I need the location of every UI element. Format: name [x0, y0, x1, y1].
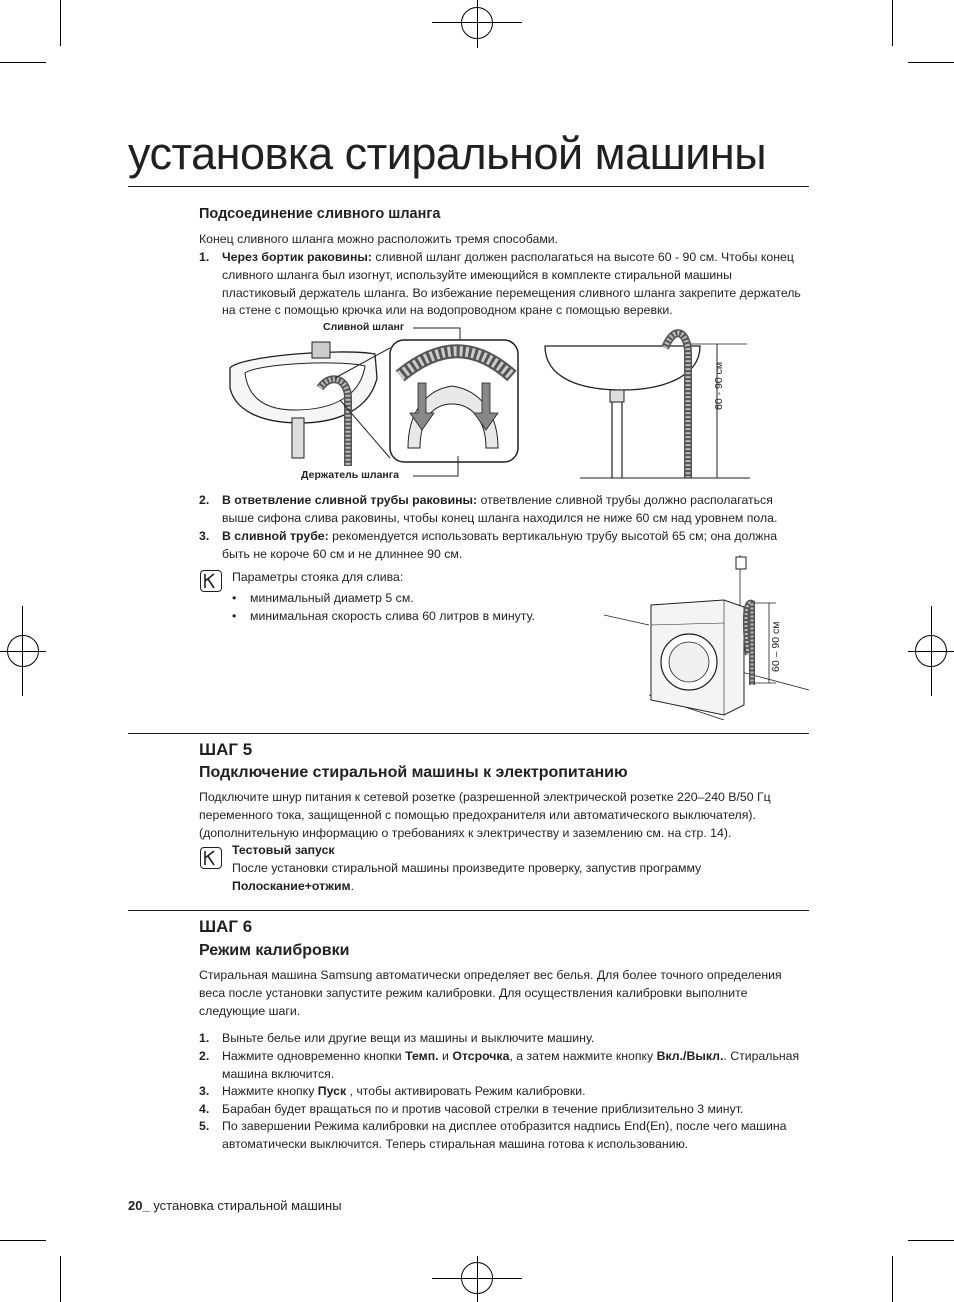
list-number: 3.: [199, 529, 210, 543]
registration-circle: [461, 7, 493, 39]
list-text: [222, 1101, 802, 1119]
list-text: [222, 249, 802, 320]
list-number: 5.: [199, 1119, 210, 1133]
list-number: 4.: [199, 1102, 210, 1116]
list-bold-term: Вкл./Выкл.: [656, 1049, 724, 1063]
list-text: [222, 1083, 802, 1101]
list-text: [222, 1048, 802, 1084]
page-title: установка стиральной машины: [128, 128, 767, 179]
drain-intro: Конец сливного шланга можно расположить тремя способами.: [199, 232, 559, 246]
list-lead: В сливной трубе:: [222, 529, 329, 543]
list-body: Выньте белье или другие вещи из машины и выключите машину.: [222, 1031, 595, 1045]
list-body: Нажмите кнопку: [222, 1084, 318, 1098]
list-lead: В ответвление сливной трубы раковины:: [222, 493, 478, 507]
step6-heading: Режим калибровки: [199, 942, 350, 959]
label-height-sink: 60 - 90 см: [713, 361, 725, 410]
list-text: [222, 1030, 802, 1048]
step6-label: ШАГ 6: [199, 917, 253, 936]
crop-mark: [908, 1240, 954, 1241]
list-body: Нажмите одновременно кнопки: [222, 1049, 406, 1063]
note-bullet-text: минимальный диаметр 5 см.: [250, 591, 414, 605]
note-bullet: •: [232, 609, 237, 623]
list-number: 3.: [199, 1084, 210, 1098]
test-run-program: Полоскание+отжим: [232, 878, 351, 893]
crop-mark: [892, 0, 893, 46]
title-rule: [128, 186, 809, 187]
list-body: ответвление сливной трубы должно располагаться выше сифона слива раковины, чтобы конец шланга находился не ниже 60 см над уровнем пола.: [222, 493, 778, 525]
note-title: Параметры стояка для слива:: [232, 570, 404, 584]
list-number: 1.: [199, 1031, 210, 1045]
test-run-body: После установки стиральной машины произведите проверку, запустив программу: [232, 861, 702, 875]
list-number: 2.: [199, 493, 210, 507]
list-body: сливной шланг должен располагаться на высоте 60 - 90 см. Чтобы конец сливного шланга был изогнут, используйте имеющийся в комплекте стиральной машины пластиковый держатель шланга. Во избежание перемещения сливного шланга закрепите держатель на стене с помощью крючка или на водопроводном кране с помощью веревки.: [222, 250, 801, 318]
list-bold-term: Пуск: [317, 1084, 347, 1098]
list-body: рекомендуется использовать вертикальную трубу высотой 65 см; она должна быть не короче 60 см и не длиннее 90 см.: [222, 529, 778, 561]
label-hose-holder: Держатель шланга: [301, 469, 399, 481]
step6-body: Стиральная машина Samsung автоматически определяет вес белья. Для более точного определения веса после установки запустите режим калибровки. Для осуществления калибровки выполните следующие шаги.: [199, 968, 782, 1018]
test-run-title: Тестовый запуск: [232, 843, 335, 857]
registration-circle: [915, 635, 947, 667]
crop-mark: [60, 1256, 61, 1302]
list-number: 2.: [199, 1049, 210, 1063]
step6-rule: [128, 910, 809, 911]
note-bullet: •: [232, 591, 237, 605]
list-text: [222, 1118, 802, 1154]
list-text: [222, 492, 802, 528]
list-bold-term: Отсрочка: [452, 1049, 510, 1063]
step5-heading: Подключение стиральной машины к электропитанию: [199, 764, 628, 781]
list-body: и: [438, 1049, 453, 1063]
label-height-standpipe: 60 – 90 см: [770, 621, 782, 672]
list-body: Барабан будет вращаться по и против часовой стрелки в течение приблизительно 3 минут.: [222, 1102, 744, 1116]
note-icon: [200, 570, 222, 592]
footer-title: установка стиральной машины: [153, 1198, 342, 1213]
list-body: По завершении Режима калибровки на дисплее отобразится надпись End(En), после чего машина автоматически выключится. Теперь стиральная машина готова к использованию.: [222, 1119, 787, 1151]
registration-circle: [461, 1262, 493, 1294]
note-bullet-text: минимальная скорость слива 60 литров в минуту.: [250, 609, 535, 623]
crop-mark: [0, 62, 46, 63]
page-footer: [128, 1198, 342, 1213]
test-run-text: [232, 860, 792, 896]
list-number: 1.: [199, 250, 210, 264]
step5-rule: [128, 733, 809, 734]
crop-mark: [60, 0, 61, 46]
list-lead: Через бортик раковины:: [222, 250, 372, 264]
crop-mark: [892, 1256, 893, 1302]
note-icon: [200, 847, 222, 869]
list-body: , а затем нажмите кнопку: [509, 1049, 657, 1063]
test-run-end: .: [350, 878, 355, 893]
registration-circle: [7, 635, 39, 667]
label-drain-hose: Сливной шланг: [323, 321, 405, 333]
crop-mark: [0, 1240, 46, 1241]
crop-mark: [908, 62, 954, 63]
sink-hose-figure: [220, 318, 760, 488]
list-bold-term: Темп.: [405, 1049, 439, 1063]
step5-body: Подключите шнур питания к сетевой розетке (разрешенной электрической розетке 220–240 В/50 Гц переменного тока, защищенной с помощью предохранителя или автоматического выключателя). (дополнительную информацию о требованиях к электричеству и заземлению см. на стр. 14).: [199, 790, 771, 840]
list-body: , чтобы активировать Режим калибровки.: [346, 1084, 586, 1098]
list-body: . Стиральная машина включится.: [222, 1049, 800, 1081]
drain-heading: Подсоединение сливного шланга: [199, 206, 441, 222]
page-number: 20_: [128, 1198, 150, 1213]
step5-label: ШАГ 5: [199, 740, 253, 759]
